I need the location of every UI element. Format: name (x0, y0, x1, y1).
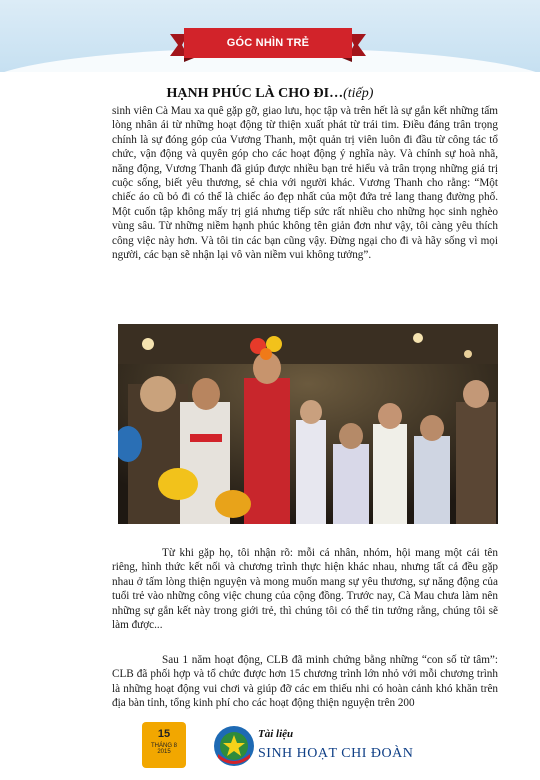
section-ribbon (170, 28, 366, 62)
photo-illustration (118, 324, 498, 524)
issue-number: 15 (157, 728, 171, 740)
article-title (0, 86, 540, 102)
youth-union-emblem-icon (212, 724, 256, 768)
issue-badge (142, 722, 186, 768)
article-paragraph: Sau 1 năm hoạt động, CLB đã minh chứng bằng những “con số từ tâm”: CLB đã phối hợp và tổ chức được hơn 15 chương trình lớn nhỏ với mỗi chương trình là những hoạt động vui chơi và giúp đỡ các em thiếu nhi có hoàn cảnh khó khăn trên địa bàn tỉnh, tổng kinh phí cho các hoạt động thiện nguyện trên 200 (112, 654, 498, 710)
issue-month: THÁNG 8 (150, 743, 177, 749)
article-paragraph: Từ khi gặp họ, tôi nhận rõ: mỗi cá nhân, nhóm, hội mang một cái tên riêng, hình thức kết nối và chương trình thực hiện khác nhau, nhưng tất cả đều gặp nhau ở tấm lòng thiện nguyện và mong muốn mang sự yêu thương, sự năng động của tuổi trẻ vào những công việc chung của cộng đồng. Trước nay, Cà Mau chưa làm nên những sự gắn kết này trong giới trẻ, thì chúng tôi có thể tin tưởng rằng, chúng tôi sẽ làm được... (112, 547, 498, 632)
title-text: HẠNH PHÚC LÀ CHO ĐI… (166, 86, 344, 101)
article-paragraph: sinh viên Cà Mau xa quê gặp gỡ, giao lưu, học tập và trên hết là sự gắn kết những tấm lòng nhân ái từ những hoạt động từ thiện xuất phát từ trái tim. Điều đáng trân trọng chính là sự đóng góp của Vương Thanh, một quản trị viên luôn đi đầu từ công tác tổ chức, vận động và quyên góp cho các hoạt động ý nghĩa này. Và chính sự hoà nhã, năng động, Vương Thanh đã giúp được nhiều bạn trẻ hiểu và trân trọng những giá trị cuộc sống, biết yêu thương, sẻ chia với người khác. Vương Thanh cho rằng: “Một chiếc áo cũ bỏ đi có thể là chiếc áo đẹp nhất của một đứa trẻ lang thang đường phố. Một cuốn tập không mấy trị giá nhưng tiếp sức rất nhiều cho những học sinh nghèo vùng sâu. Từ những niềm hạnh phúc không tên giản đơn như vậy, tôi càng yêu thích công việc này hơn. Và tôi tin các bạn cũng vậy. Đừng ngại cho đi và hãy sống vì mọi người, các bạn sẽ nhận lại vô vàn niềm vui không tưởng”. (112, 105, 498, 262)
section-label: GÓC NHÌN TRẺ (226, 37, 310, 49)
footer-section-title: SINH HOẠT CHI ĐOÀN (258, 746, 414, 761)
page-header (0, 0, 540, 72)
footer-label: Tài liệu (258, 728, 294, 740)
issue-year: 2015 (157, 749, 171, 755)
event-photo (118, 324, 498, 524)
title-continued: (tiếp) (343, 86, 374, 101)
